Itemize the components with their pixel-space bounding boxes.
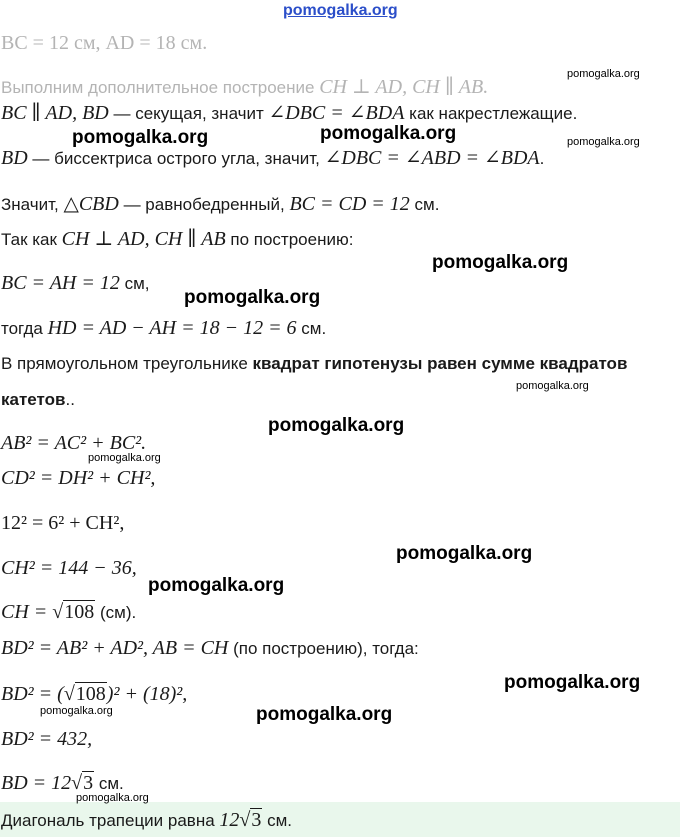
eq-12-squared: [1, 512, 124, 535]
unit-cm: см,: [119, 274, 150, 293]
bisector-end: .: [539, 149, 545, 168]
pythagoras-line-2: [1, 389, 75, 411]
watermark: pomogalka.org: [40, 705, 113, 717]
watermark: pomogalka.org: [76, 792, 149, 804]
math-bc-parallel-ad: BC ∥ AD, BD: [1, 102, 109, 124]
eq-bd-substituted: [1, 683, 187, 706]
math-bc-cd: BC = CD = 12: [289, 193, 410, 215]
math-bd-close: )² + (18)²,: [106, 683, 188, 705]
math-bd-open: BD² = (: [1, 683, 64, 705]
construction-line: [1, 76, 488, 99]
eq-cd: [1, 467, 155, 490]
secant-text: — секущая, значит: [108, 104, 269, 123]
unit-cm: см.: [296, 319, 327, 338]
eq-ch-squared: [1, 557, 137, 580]
eq-bd-pythagoras: [1, 637, 419, 660]
watermark: pomogalka.org: [268, 415, 405, 436]
watermark: pomogalka.org: [72, 127, 209, 148]
radicand: 108: [64, 601, 95, 623]
construction-math: CH ⊥ AD, CH ∥ AB.: [319, 76, 489, 98]
math-bd: BD: [1, 147, 28, 169]
bc-ah-line: [1, 272, 150, 295]
unit-cm: см.: [94, 774, 124, 793]
watermark: pomogalka.org: [148, 575, 285, 596]
watermark: pomogalka.org: [516, 380, 589, 392]
watermark: pomogalka.org: [184, 287, 321, 308]
math-bd-432: BD² = 432,: [1, 728, 93, 750]
unit-cm: см.: [409, 195, 440, 214]
given-values: BC = 12 см, AD = 18 см.: [1, 32, 208, 54]
math-bd-sum: BD² = AB² + AD², AB = CH: [1, 637, 229, 659]
given-values-line: [1, 32, 207, 55]
by-construction-line: [1, 228, 353, 251]
pythagoras-line: [1, 353, 627, 375]
radicand: 3: [251, 809, 262, 831]
watermark: pomogalka.org: [320, 123, 457, 144]
math-bisector-angles: ∠DBC = ∠ABD = ∠BDA: [324, 147, 540, 169]
math-angle-equality: ∠DBC = ∠BDA: [268, 102, 405, 124]
site-link[interactable]: pomogalka.org: [283, 2, 398, 19]
math-cd-squared: CD² = DH² + CH²,: [1, 467, 156, 489]
therefore-text: Значит,: [1, 195, 64, 214]
answer-unit: см.: [262, 811, 293, 830]
unit-cm: (см).: [95, 603, 137, 622]
math-hd: HD = AD − AH = 18 − 12 = 6: [47, 317, 297, 339]
eq-bd-432: [1, 728, 92, 751]
since-text: Так как: [1, 230, 62, 249]
watermark: pomogalka.org: [504, 672, 641, 693]
bisector-line: [1, 147, 544, 170]
watermark: pomogalka.org: [256, 704, 393, 725]
sqrt-3: √3: [239, 809, 262, 831]
then-text: тогда: [1, 319, 48, 338]
alternate-angles-line: [1, 102, 577, 125]
eq-ch: [1, 601, 136, 624]
legs-end: ..: [65, 390, 75, 409]
watermark: pomogalka.org: [88, 452, 161, 464]
answer-text: Диагональ трапеции равна: [1, 811, 220, 830]
watermark: pomogalka.org: [432, 252, 569, 273]
watermark: pomogalka.org: [567, 136, 640, 148]
then-by-construction: (по построению), тогда:: [228, 639, 419, 658]
math-triangle: △CBD: [63, 193, 119, 215]
sqrt-108: √108: [52, 601, 95, 623]
radicand: 3: [83, 772, 94, 794]
math-bc-ah: BC = AH = 12: [1, 272, 120, 294]
math-bd-result: BD = 12: [1, 772, 72, 794]
math-ch-squared: CH² = 144 − 36,: [1, 557, 137, 579]
math-ch: CH =: [1, 601, 53, 623]
watermark: pomogalka.org: [396, 543, 533, 564]
bisector-text: — биссектриса острого угла, значит,: [27, 149, 325, 168]
math-ab-squared: AB² = AC² + BC².: [1, 432, 147, 454]
alternate-text: как накрестлежащие.: [404, 104, 578, 123]
by-construction-text: по построению:: [225, 230, 354, 249]
isosceles-text: — равнобедренный,: [118, 195, 290, 214]
sqrt-108: √108: [63, 683, 106, 705]
construction-text: Выполним дополнительное построение: [1, 78, 315, 97]
sqrt-3: √3: [71, 772, 94, 794]
right-triangle-text: В прямоугольном треугольнике: [1, 354, 253, 373]
math-ch-relations: CH ⊥ AD, CH ∥ AB: [61, 228, 226, 250]
answer-math: 12: [219, 809, 240, 831]
legs-bold: катетов: [1, 390, 66, 409]
radicand: 108: [75, 683, 106, 705]
math-12-squared: 12² = 6² + CH²,: [1, 512, 125, 534]
answer-line: [1, 809, 292, 832]
pythagoras-bold: квадрат гипотенузы равен сумме квадратов: [252, 354, 628, 373]
isosceles-line: [1, 193, 439, 216]
hd-line: [1, 317, 326, 340]
watermark: pomogalka.org: [567, 68, 640, 80]
